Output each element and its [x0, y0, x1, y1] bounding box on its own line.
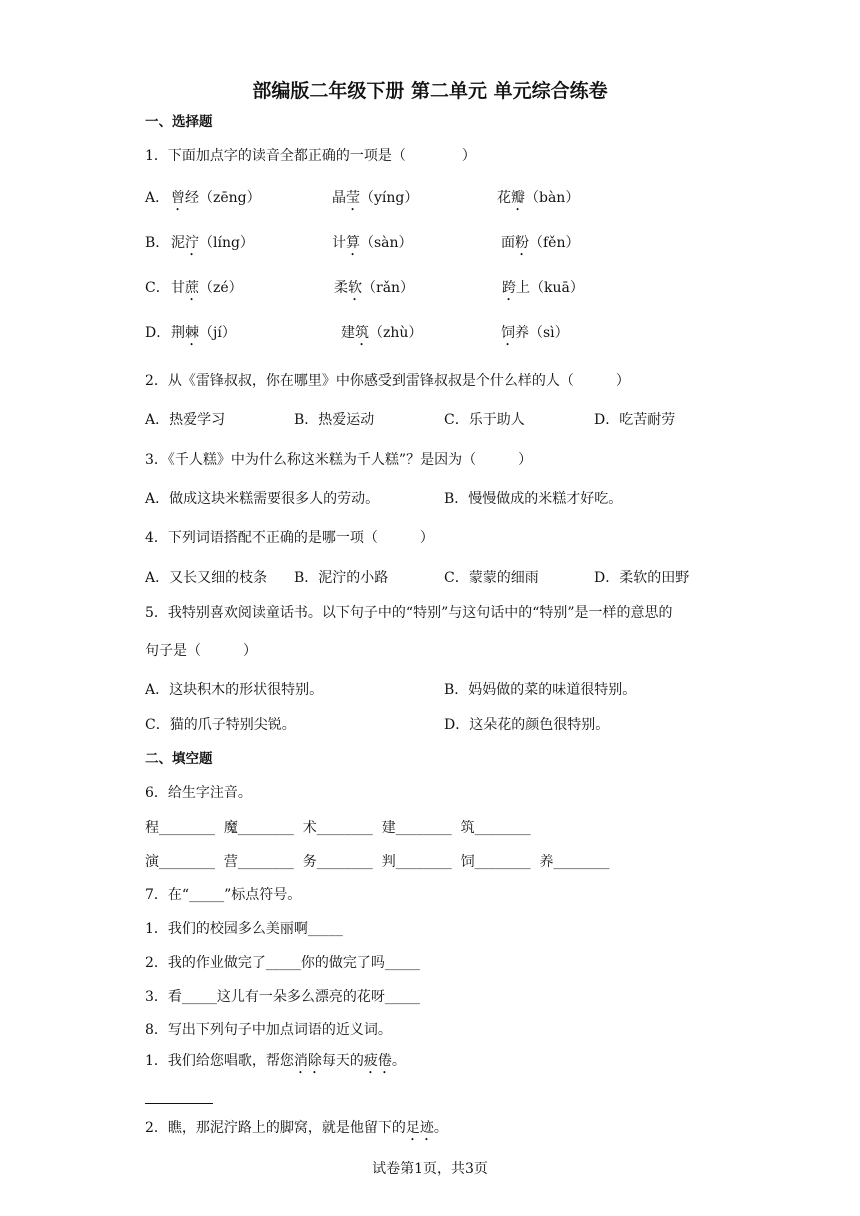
q1-option-B-item-2: 计算（sàn）: [332, 235, 413, 251]
q3-option-B: B．慢慢做成的米糕才好吃。: [444, 491, 623, 507]
question-6-stem: 6．给生字注音。: [145, 785, 252, 801]
q1-option-B-item-3: 面粉（fěn）: [501, 235, 580, 251]
q2-option-B: B．热爱运动: [294, 412, 375, 428]
answer-line: [145, 1103, 213, 1104]
q1-option-D-item-1: 荆棘（jí）: [171, 325, 236, 341]
q7-sentence-2: 2．我的作业做完了_____你的做完了吗_____: [145, 955, 420, 971]
q5-option-D: D．这朵花的颜色很特别。: [444, 717, 610, 733]
question-2-stem: 2．从《雷锋叔叔，你在哪里》中你感受到雷锋叔叔是个什么样的人（ ）: [145, 373, 630, 389]
q1-option-B-label: B．: [145, 235, 170, 251]
q1-option-C-item-2: 柔软（rǎn）: [334, 280, 415, 296]
q1-option-B-item-1: 泥泞（líng）: [171, 235, 254, 251]
q5-option-C: C．猫的爪子特别尖锐。: [145, 717, 296, 733]
q4-option-D: D．柔软的田野: [594, 570, 690, 586]
q1-option-C-item-3: 跨上（kuā）: [502, 280, 584, 296]
question-8-stem: 8．写出下列句子中加点词语的近义词。: [145, 1022, 392, 1038]
q1-option-C-label: C．: [145, 280, 170, 296]
q5-option-A: A．这块积木的形状很特别。: [145, 682, 324, 698]
q2-option-D: D．吃苦耐劳: [594, 412, 676, 428]
q1-option-A-label: A．: [145, 190, 170, 206]
q2-option-C: C．乐于助人: [444, 412, 525, 428]
q1-option-A-item-1: 曾经（zēng）: [171, 190, 261, 206]
q4-option-C: C．蒙蒙的细雨: [444, 570, 539, 586]
q7-sentence-3: 3．看_____这儿有一朵多么漂亮的花呀_____: [145, 989, 420, 1005]
q1-option-D-item-2: 建筑（zhù）: [341, 325, 423, 341]
q8-sentence-1: 1．我们给您唱歌，帮您消除每天的疲倦。: [145, 1053, 406, 1069]
q5-option-B: B．妈妈做的菜的味道很特别。: [444, 682, 637, 698]
q6-row-2: 演________ 营________ 务________ 判________ 饲________ 养________: [145, 854, 610, 870]
page-footer: 试卷第1页，共3页: [372, 1161, 488, 1177]
question-5-stem-cont: 句子是（ ）: [145, 643, 257, 659]
q1-option-A-item-2: 晶莹（yíng）: [332, 190, 419, 206]
q4-option-A: A．又长又细的枝条: [145, 570, 268, 586]
question-1-stem: 1．下面加点字的读音全都正确的一项是（ ）: [145, 148, 476, 164]
q1-option-D-label: D．: [145, 325, 171, 341]
q3-option-A: A．做成这块米糕需要很多人的劳动。: [145, 491, 380, 507]
q1-option-D-item-3: 饲养（sì）: [501, 325, 569, 341]
q6-row-1: 程________ 魔________ 术________ 建________ 筑________: [145, 820, 531, 836]
q8-sentence-2: 2．瞧，那泥泞路上的脚窝，就是他留下的足迹。: [145, 1120, 448, 1136]
q1-option-A-item-3: 花瓣（bàn）: [497, 190, 580, 206]
q7-sentence-1: 1．我们的校园多么美丽啊_____: [145, 921, 343, 937]
question-5-stem: 5．我特别喜欢阅读童话书。以下句子中的“特别”与这句话中的“特别”是一样的意思的: [145, 605, 673, 621]
q1-option-C-item-1: 甘蔗（zé）: [171, 280, 243, 296]
question-7-stem: 7．在“_____”标点符号。: [145, 887, 302, 903]
question-3-stem: 3．《千人糕》中为什么称这米糕为千人糕”？是因为（ ）: [145, 452, 533, 468]
question-4-stem: 4．下列词语搭配不正确的是哪一项（ ）: [145, 530, 434, 546]
page-title: 部编版二年级下册 第二单元 单元综合练卷: [252, 80, 608, 102]
q2-option-A: A．热爱学习: [145, 412, 226, 428]
section-heading-choice: 一、选择题: [145, 114, 213, 130]
q4-option-B: B．泥泞的小路: [294, 570, 389, 586]
section-heading-fill: 二、填空题: [145, 751, 213, 767]
